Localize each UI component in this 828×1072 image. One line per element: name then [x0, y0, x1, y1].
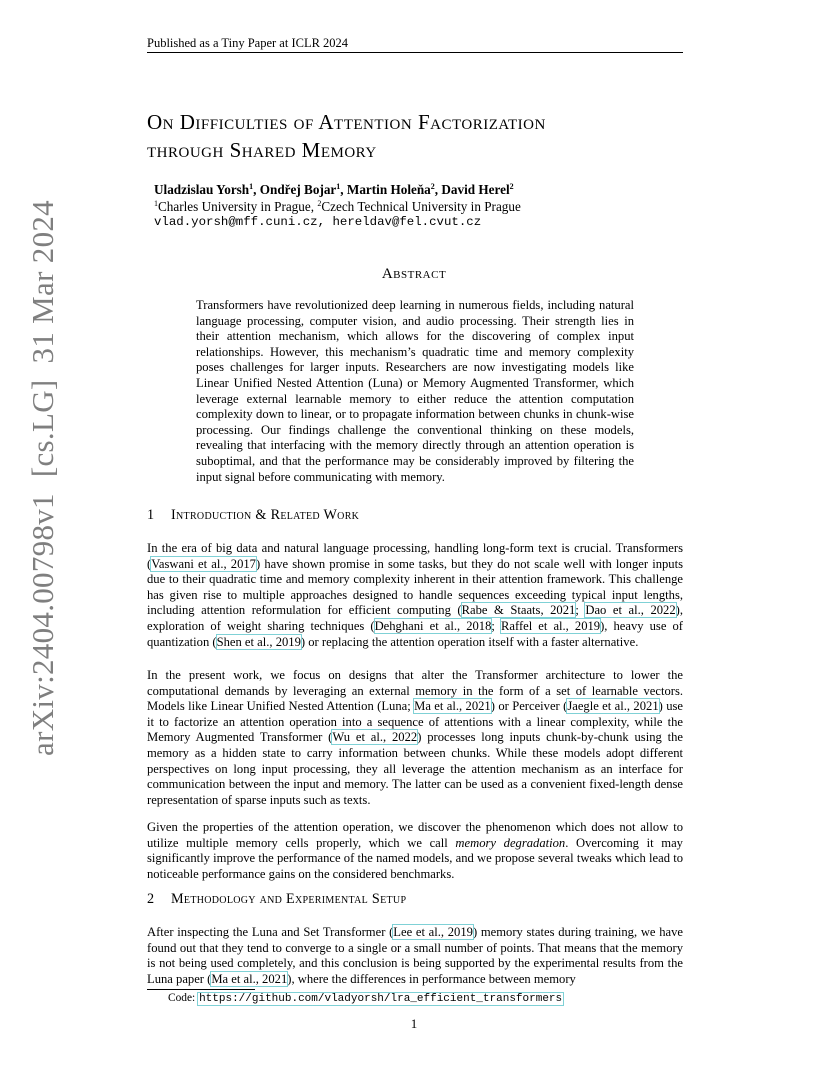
text: ) memory states during training, we have found out that they tend to converge to a single or a small number of points. That means that the memory is not being used completely, and this conclusion is being supported by the experimental results from the Luna paper (: [147, 925, 683, 986]
text: ) use it to factorize an attention operation into a sequence of attentions with a linear complexity, while the Memory Augmented Transformer (: [147, 699, 683, 745]
affiliation-mark: 1: [154, 199, 158, 208]
text: In the era of big data and natural language processing, handling long-form text is crucial. Transformers (: [147, 541, 683, 571]
section-title: Introduction & Related Work: [171, 507, 360, 523]
author-name: Ondřej Bojar: [259, 182, 337, 197]
citation-link[interactable]: Shen et al., 2019: [216, 634, 301, 649]
section-number: 2: [147, 891, 155, 907]
text: Given the properties of the attention operation, we discover the phenomenon which does not allow to utilize multiple memory cells properly, which we call: [147, 820, 683, 850]
page-number: 1: [410, 1016, 418, 1031]
text: ) processes long inputs chunk-by-chunk using the memory as a hidden state to carry information between chunks. While these models adopt different perspectives on long input processing, they all leverage the attention mechanism as an interface for communication between the input and memory. The latter can be used as a convenient fixed-length dense representation of sparse inputs such as texts.: [147, 730, 683, 807]
affiliation-1: Charles University in Prague,: [158, 199, 318, 214]
citation-link[interactable]: Vaswani et al., 2017: [151, 556, 256, 571]
citation-link[interactable]: Ma et al., 2021: [211, 971, 288, 986]
running-header: Published as a Tiny Paper at ICLR 2024: [147, 36, 349, 50]
section-1-heading: [147, 507, 359, 524]
text: ) have shown promise in some tasks, but they do not scale well with longer inputs due to their quadratic time and memory complexity inherent in their attention framework. This challenge has given rise to multiple approaches designed to handle sequences exceeding typical input lengths, including attention reformulation for efficient computing (: [147, 556, 683, 618]
emphasis-term: memory degradation: [455, 835, 566, 850]
text: ) or replacing the attention operation itself with a faster alternative.: [300, 634, 639, 649]
abstract-text: Transformers have revolutionized deep learning in numerous fields, including natural language processing, computer vision, and audio processing. Their strength lies in their attention mechanism, which allows for the discovering of complex input relationships. However, this mechanism’s quadratic time and memory complexity poses challenges for larger inputs. Researchers are now investigating models like Linear Unified Nested Attention (Luna) or Memory Augmented Transformer, which leverage external learnable memory to either reduce the attention computation complexity down to linear, or to propagate information between chunks in chunk-wise processing. Our findings challenge the conventional thinking on these models, revealing that interfacing with the memory directly through an attention operation is suboptimal, and that the performance may be considerably improved by filtering the input signal before communicating with memory.: [196, 298, 634, 484]
arxiv-id: arXiv:2404.00798v1: [25, 493, 60, 756]
citation-link[interactable]: Raffel et al., 2019: [500, 618, 601, 633]
affiliation-mark: 2: [430, 182, 435, 191]
method-paragraph-1: [147, 925, 683, 987]
paper-title: [147, 108, 687, 164]
citation-link[interactable]: Ma et al., 2021: [414, 699, 491, 714]
author-name: David Herel: [441, 182, 510, 197]
arxiv-category: [cs.LG]: [25, 379, 60, 478]
section-2-heading: [147, 891, 406, 908]
text: ;: [491, 618, 501, 633]
intro-paragraph-1: [147, 541, 683, 650]
section-number: 1: [147, 507, 155, 523]
citation-link[interactable]: Lee et al., 2019: [393, 925, 473, 939]
affiliation-mark: 2: [317, 199, 322, 208]
author-name: Martin Holeňa: [346, 182, 431, 197]
intro-paragraph-3: [147, 820, 683, 882]
abstract-heading: Abstract: [381, 266, 447, 282]
footnote-label: Code:: [168, 992, 199, 1004]
text: ), exploration of weight sharing techniques (: [147, 603, 683, 633]
text: ), where the differences in performance between memory: [287, 971, 576, 986]
citation-link[interactable]: Wu et al., 2022: [332, 730, 418, 745]
author-list: Uladzislau Yorsh$^1$, Ondřej Bojar$^1$, Martin Holeňa$^2$, David Herel$^2$: [154, 182, 514, 197]
citation-link[interactable]: Rabe & Staats, 2021: [461, 603, 576, 618]
citation-link[interactable]: Dao et al., 2022: [585, 603, 676, 618]
arxiv-date: 31 Mar 2024: [25, 200, 60, 364]
arxiv-stamp: [25, 184, 61, 756]
affiliation-mark: 1: [249, 182, 254, 191]
footnote-rule: [147, 989, 255, 990]
text: . Overcoming it may significantly improve the performance of the named models, and we propose several tweaks which lead to noticeable performance gains on the considered benchmarks.: [147, 835, 683, 881]
text: ) or Perceiver (: [490, 699, 568, 714]
title-line-1: On Difficulties of Attention Factorization: [147, 110, 546, 134]
text: In the present work, we focus on designs that alter the Transformer architecture to lower the computational demands by leveraging an external memory in the form of a set of learnable vectors. Models like Linear Unified Nested Attention (Luna;: [147, 668, 683, 714]
affiliation-mark: 1: [336, 182, 341, 191]
code-url-link[interactable]: https://github.com/vladyorsh/lra_efficient_transformers: [199, 993, 563, 1005]
author-emails: vlad.yorsh@mff.cuni.cz, hereldav@fel.cvut.cz: [154, 215, 482, 229]
citation-link[interactable]: Dehghani et al., 2018: [374, 618, 492, 633]
text: After inspecting the Luna and Set Transformer (: [147, 925, 394, 939]
title-line-2: through Shared Memory: [147, 138, 377, 162]
affiliation-2: Czech Technical University in Prague: [321, 199, 521, 214]
text: ), heavy use of quantization (: [147, 618, 683, 649]
footnote: [168, 992, 563, 1005]
affiliations: [154, 199, 521, 215]
section-title: Methodology and Experimental Setup: [171, 891, 407, 907]
header-rule: [147, 52, 683, 53]
intro-paragraph-2: [147, 668, 683, 808]
affiliation-mark: 2: [509, 182, 514, 191]
text: ;: [575, 603, 586, 618]
citation-link[interactable]: Jaegle et al., 2021: [567, 699, 659, 714]
author-name: Uladzislau Yorsh: [154, 182, 250, 197]
